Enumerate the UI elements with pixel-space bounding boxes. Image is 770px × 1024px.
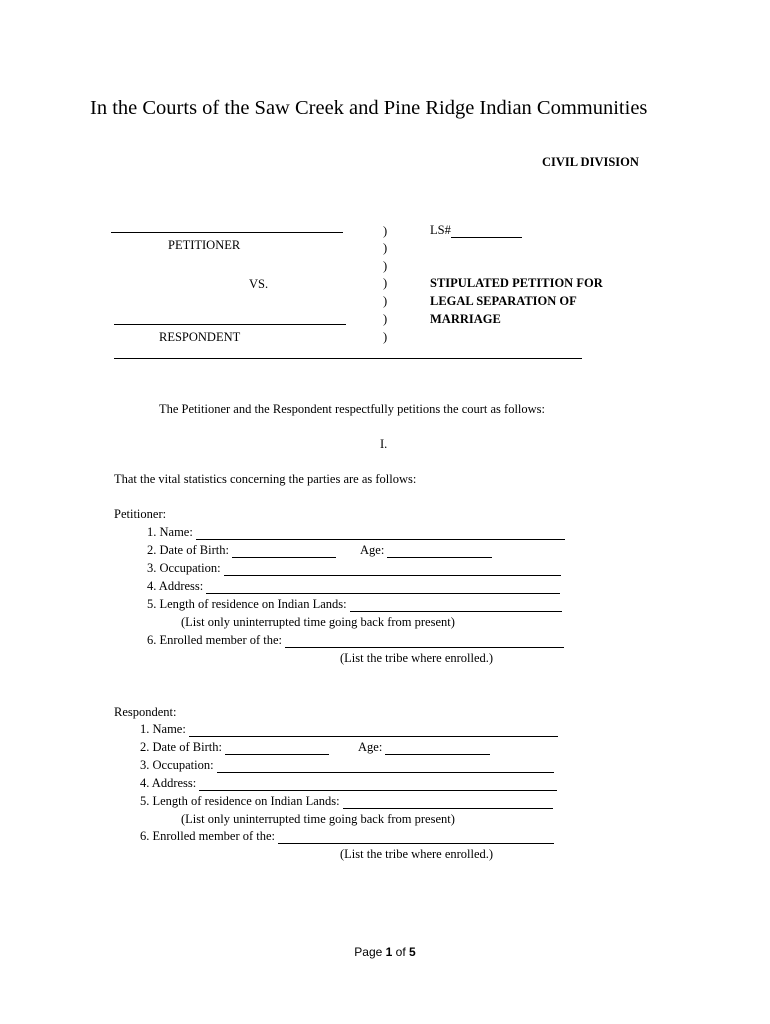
respondent-enrolled-note: (List the tribe where enrolled.) [340,847,494,861]
petition-title-line-2: LEGAL SEPARATION OF [430,294,577,308]
vs-label: VS. [249,277,269,291]
petitioner-heading: Petitioner: [114,507,167,521]
petition-title-line-3: MARRIAGE [430,312,501,326]
respondent-name-blank[interactable] [189,724,558,737]
court-title: In the Courts of the Saw Creek and Pine Ridge Indian Communities [90,97,648,119]
petitioner-name-line[interactable] [111,232,343,233]
petitioner-residence-note: (List only uninterrupted time going back from present) [181,615,455,629]
respondent-age-blank[interactable] [385,742,490,755]
page-current: 1 [385,945,393,959]
caption-paren: ) [383,224,388,238]
respondent-name-label: 1. Name: [140,722,186,736]
respondent-enrolled-field [140,829,554,844]
respondent-address-blank[interactable] [199,778,557,791]
respondent-residence-blank[interactable] [343,796,553,809]
petitioner-address-field [147,579,560,594]
vital-statistics-text: That the vital statistics concerning the parties are as follows: [114,472,417,486]
respondent-enrolled-label: 6. Enrolled member of the: [140,829,276,843]
petitioner-address-label: 4. Address: [147,579,204,593]
petitioner-occupation-label: 3. Occupation: [147,561,221,575]
petitioner-dob-blank[interactable] [232,545,336,558]
page-number [0,945,770,959]
respondent-occupation-field [140,758,554,773]
caption-paren: ) [383,294,388,308]
respondent-dob-blank[interactable] [225,742,329,755]
petitioner-age-label: Age: [360,543,385,557]
respondent-enrolled-blank[interactable] [278,831,554,844]
respondent-residence-label: 5. Length of residence on Indian Lands: [140,794,340,808]
petitioner-age-field [360,543,492,558]
petitioner-label: PETITIONER [168,238,241,252]
respondent-name-line[interactable] [114,324,346,325]
caption-paren: ) [383,312,388,326]
division-label: CIVIL DIVISION [542,155,639,169]
petitioner-residence-blank[interactable] [350,599,562,612]
petitioner-address-blank[interactable] [206,581,560,594]
petitioner-residence-field [147,597,562,612]
caption-paren: ) [383,241,388,255]
case-number-field [430,223,522,238]
respondent-name-field [140,722,558,737]
petitioner-enrolled-note: (List the tribe where enrolled.) [340,651,494,665]
caption-paren: ) [383,276,388,290]
respondent-age-label: Age: [358,740,383,754]
page-label: Page [354,945,383,959]
respondent-occupation-label: 3. Occupation: [140,758,214,772]
respondent-dob-label: 2. Date of Birth: [140,740,222,754]
respondent-residence-field [140,794,553,809]
caption-divider [114,358,582,359]
respondent-label: RESPONDENT [159,330,241,344]
respondent-dob-field [140,740,329,755]
respondent-address-field [140,776,557,791]
respondent-occupation-blank[interactable] [217,760,554,773]
page-total: 5 [409,945,416,959]
petitioner-occupation-field [147,561,561,576]
section-number: I. [380,437,388,451]
respondent-age-field [358,740,490,755]
caption-paren: ) [383,330,388,344]
petitioner-occupation-blank[interactable] [224,563,561,576]
intro-text: The Petitioner and the Respondent respectfully petitions the court as follows: [159,402,546,416]
respondent-heading: Respondent: [114,705,177,719]
petitioner-enrolled-blank[interactable] [285,635,564,648]
petitioner-dob-field [147,543,336,558]
case-number-blank[interactable] [451,225,522,238]
petitioner-enrolled-label: 6. Enrolled member of the: [147,633,283,647]
petitioner-enrolled-field [147,633,564,648]
petitioner-name-field [147,525,565,540]
petition-title-line-1: STIPULATED PETITION FOR [430,276,603,290]
respondent-address-label: 4. Address: [140,776,197,790]
petitioner-residence-label: 5. Length of residence on Indian Lands: [147,597,347,611]
caption-paren: ) [383,259,388,273]
petitioner-name-blank[interactable] [196,527,565,540]
petitioner-dob-label: 2. Date of Birth: [147,543,229,557]
respondent-residence-note: (List only uninterrupted time going back from present) [181,812,455,826]
case-number-label: LS# [430,223,451,237]
of-label: of [395,945,406,959]
petitioner-age-blank[interactable] [387,545,492,558]
petitioner-name-label: 1. Name: [147,525,193,539]
